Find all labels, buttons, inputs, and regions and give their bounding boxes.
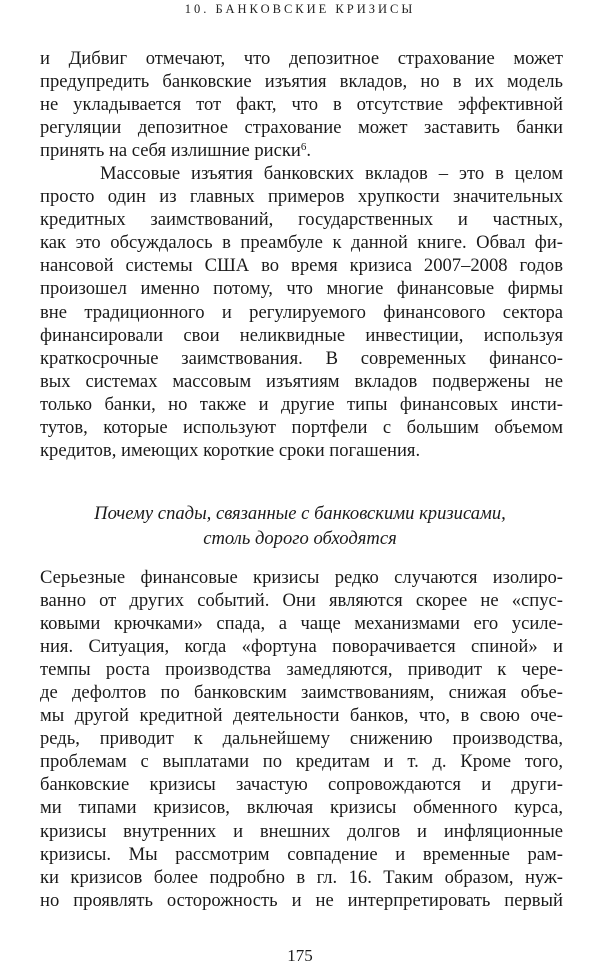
text-line: кризисы. Мы рассмотрим совпадение и временные рам- — [40, 843, 563, 865]
text-line: финансировали свои неликвидные инвестиции, используя — [40, 324, 563, 346]
text-line: банковские кризисы зачастую сопровождаются и други- — [40, 774, 563, 796]
text-line: краткосрочные заимствования. В современных финансо- — [40, 347, 563, 369]
text-line: де дефолтов по банковским заимствованиям, снижая объе- — [40, 682, 563, 704]
text-line: ковыми крючками» спада, а чаще механизмами его усиле- — [40, 613, 563, 635]
text-line: и Дибвиг отмечают, что депозитное страхование может — [40, 48, 563, 69]
running-head: 10. БАНКОВСКИЕ КРИЗИСЫ — [184, 2, 416, 16]
text-line: темпы роста производства замедляются, приводит к чере- — [40, 659, 563, 681]
text-line: кредитов, имеющих короткие сроки погашения. — [40, 439, 421, 461]
text-line: ния. Ситуация, когда «фортуна поворачивается спиной» и — [40, 636, 563, 658]
text-line: кредитных заимствований, государственных и частных, — [40, 209, 563, 231]
paragraph — [40, 47, 563, 162]
text-line: вых системах массовым изъятиям вкладов подвержены не — [40, 370, 563, 392]
text-line: вне традиционного и регулируемого финансового сектора — [40, 301, 563, 323]
paragraph — [40, 162, 563, 462]
text-line: произошел именно потому, что многие финансовые фирмы — [40, 278, 563, 300]
body-section-1 — [40, 47, 563, 462]
text-line: ванно от других событий. Они являются скорее не «спус- — [40, 590, 563, 612]
text-line: редь, приводит к дальнейшему снижению производства, — [40, 728, 563, 750]
text-line: предупредить банковские изъятия вкладов, но в их модель — [40, 71, 563, 93]
text-line: тутов, которые используют портфели с большим объемом — [40, 416, 563, 438]
text-line: мы другой кредитной деятельности банков, что, в свою оче- — [40, 705, 563, 727]
text-line: ки кризисов более подробно в гл. 16. Таким образом, нуж- — [40, 866, 563, 888]
text-fragment: . — [306, 140, 312, 162]
text-line: просто один из главных примеров хрупкости значительных — [40, 186, 563, 208]
text-line: только банки, но также и другие типы финансовых инсти- — [40, 393, 563, 415]
heading-line: столь дорого обходятся — [203, 528, 397, 549]
text-line — [40, 139, 563, 162]
text-line: но проявлять осторожность и не интерпретировать первый — [40, 889, 563, 911]
text-line: Серьезные финансовые кризисы редко случаются изолиро- — [40, 567, 563, 588]
text-line: ми типами кризисов, включая кризисы обменного курса, — [40, 797, 563, 819]
paragraph — [40, 566, 563, 912]
text-line: проблемам с выплатами по кредитам и т. д. Кроме того, — [40, 751, 563, 773]
page-number: 175 — [287, 946, 313, 965]
text-line: не укладывается тот факт, что в отсутствие эффективной — [40, 94, 563, 116]
text-line: кризисы внутренних и внешних долгов и инфляционные — [40, 820, 563, 842]
text-line: регуляции депозитное страхование может заставить банки — [40, 117, 563, 139]
text-fragment: принять на себя излишние риски — [40, 140, 301, 162]
text-line: как это обсуждалось в преамбуле к данной книге. Обвал фи- — [40, 232, 563, 254]
section-heading — [0, 501, 600, 551]
heading-line: Почему спады, связанные с банковскими кризисами, — [94, 503, 506, 524]
footnote-reference[interactable]: 6 — [300, 141, 307, 154]
text-line: Массовые изъятия банковских вкладов – это в целом — [100, 163, 563, 185]
text-line: нансовой системы США во время кризиса 2007–2008 годов — [40, 255, 563, 277]
body-section-2 — [40, 566, 563, 912]
